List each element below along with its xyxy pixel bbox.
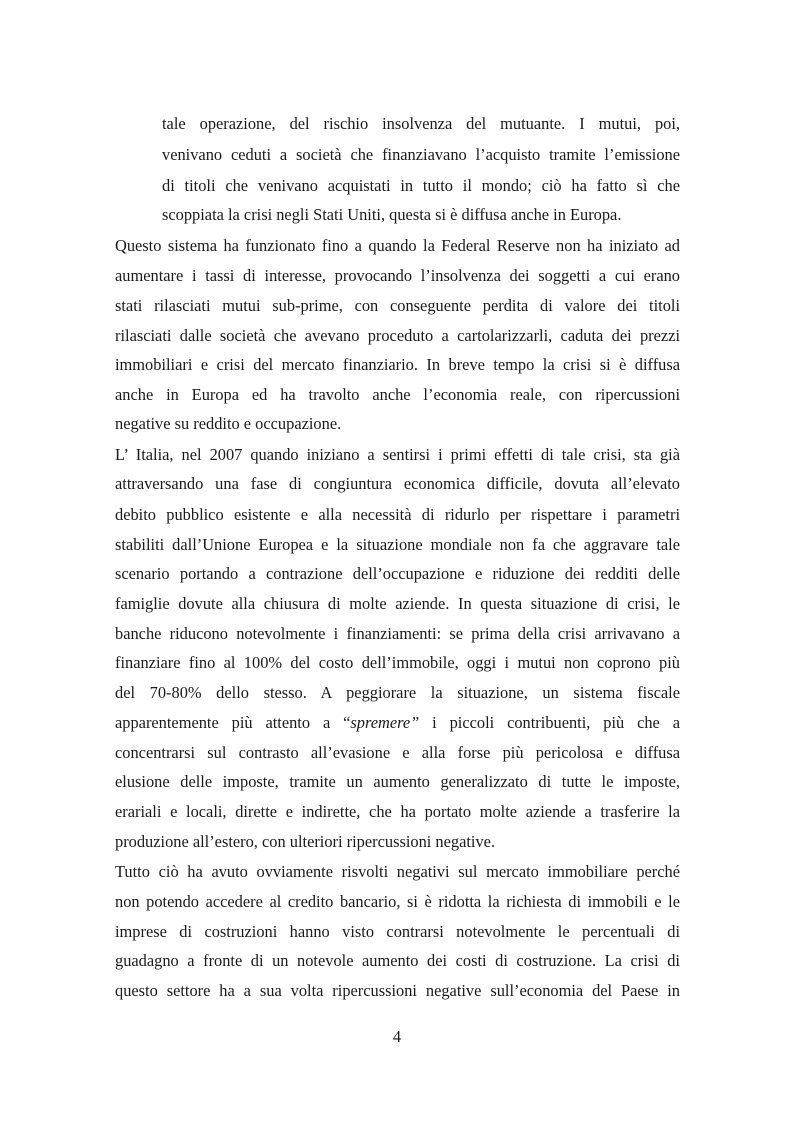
italic-term-spremere: spremere” [350, 713, 420, 732]
paragraph-line: banche riducono notevolmente i finanziamenti: se prima della crisi arrivavano a [115, 624, 680, 643]
paragraph-line-with-italic [115, 713, 680, 733]
paragraph-line: famiglie dovute alla chiusura di molte aziende. In questa situazione di crisi, le [115, 594, 680, 613]
paragraph-line: erariali e locali, dirette e indirette, che ha portato molte aziende a trasferire la [115, 802, 680, 821]
quote-line: tale operazione, del rischio insolvenza del mutuante. I mutui, poi, [162, 114, 680, 133]
paragraph-line: questo settore ha a sua volta ripercussioni negative sull’economia del Paese in [115, 981, 680, 1000]
paragraph-line: anche in Europa ed ha travolto anche l’economia reale, con ripercussioni [115, 385, 680, 404]
paragraph-line: non potendo accedere al credito bancario, si è ridotta la richiesta di immobili e le [115, 892, 680, 911]
paragraph-line: guadagno a fronte di un notevole aumento dei costi di costruzione. La crisi di [115, 951, 680, 970]
paragraph-line: scenario portando a contrazione dell’occupazione e riduzione dei redditi delle [115, 564, 680, 583]
paragraph-line: finanziare fino al 100% del costo dell’immobile, oggi i mutui non coprono più [115, 653, 680, 672]
quote-line: scoppiata la crisi negli Stati Uniti, questa si è diffusa anche in Europa. [162, 205, 622, 224]
paragraph-line: stati rilasciati mutui sub-prime, con conseguente perdita di valore dei titoli [115, 296, 680, 315]
paragraph-line: del 70-80% dello stesso. A peggiorare la situazione, un sistema fiscale [115, 683, 680, 702]
paragraph-line: debito pubblico esistente e alla necessità di ridurlo per rispettare i parametri [115, 505, 680, 524]
paragraph-line: elusione delle imposte, tramite un aumento generalizzato di tutte le imposte, [115, 772, 680, 791]
quote-line: venivano ceduti a società che finanziavano l’acquisto tramite l’emissione [162, 145, 680, 164]
paragraph-line: imprese di costruzioni hanno visto contrarsi notevolmente le percentuali di [115, 922, 680, 941]
paragraph-line: attraversando una fase di congiuntura economica difficile, dovuta all’elevato [115, 474, 680, 493]
paragraph-line: stabiliti dall’Unione Europea e la situazione mondiale non fa che aggravare tale [115, 535, 680, 554]
paragraph-line: rilasciati dalle società che avevano proceduto a cartolarizzarli, caduta dei prezzi [115, 326, 680, 345]
text-run: apparentemente più attento a “ [115, 713, 351, 732]
paragraph-line: L’ Italia, nel 2007 quando iniziano a sentirsi i primi effetti di tale crisi, sta già [115, 445, 680, 464]
quote-line: di titoli che venivano acquistati in tutto il mondo; ciò ha fatto sì che [162, 176, 680, 195]
paragraph-line: produzione all’estero, con ulteriori ripercussioni negative. [115, 832, 496, 851]
paragraph-line: Questo sistema ha funzionato fino a quando la Federal Reserve non ha iniziato ad [115, 236, 680, 255]
paragraph-line: aumentare i tassi di interesse, provocando l’insolvenza dei soggetti a cui erano [115, 266, 680, 285]
paragraph-line: Tutto ciò ha avuto ovviamente risvolti negativi sul mercato immobiliare perché [115, 862, 680, 881]
text-run: i piccoli contribuenti, più che a [419, 713, 680, 732]
paragraph-line: immobiliari e crisi del mercato finanziario. In breve tempo la crisi si è diffusa [115, 355, 680, 374]
page-number: 4 [392, 1027, 402, 1046]
paragraph-line: negative su reddito e occupazione. [115, 414, 342, 433]
paragraph-line: concentrarsi sul contrasto all’evasione e alla forse più pericolosa e diffusa [115, 743, 680, 762]
